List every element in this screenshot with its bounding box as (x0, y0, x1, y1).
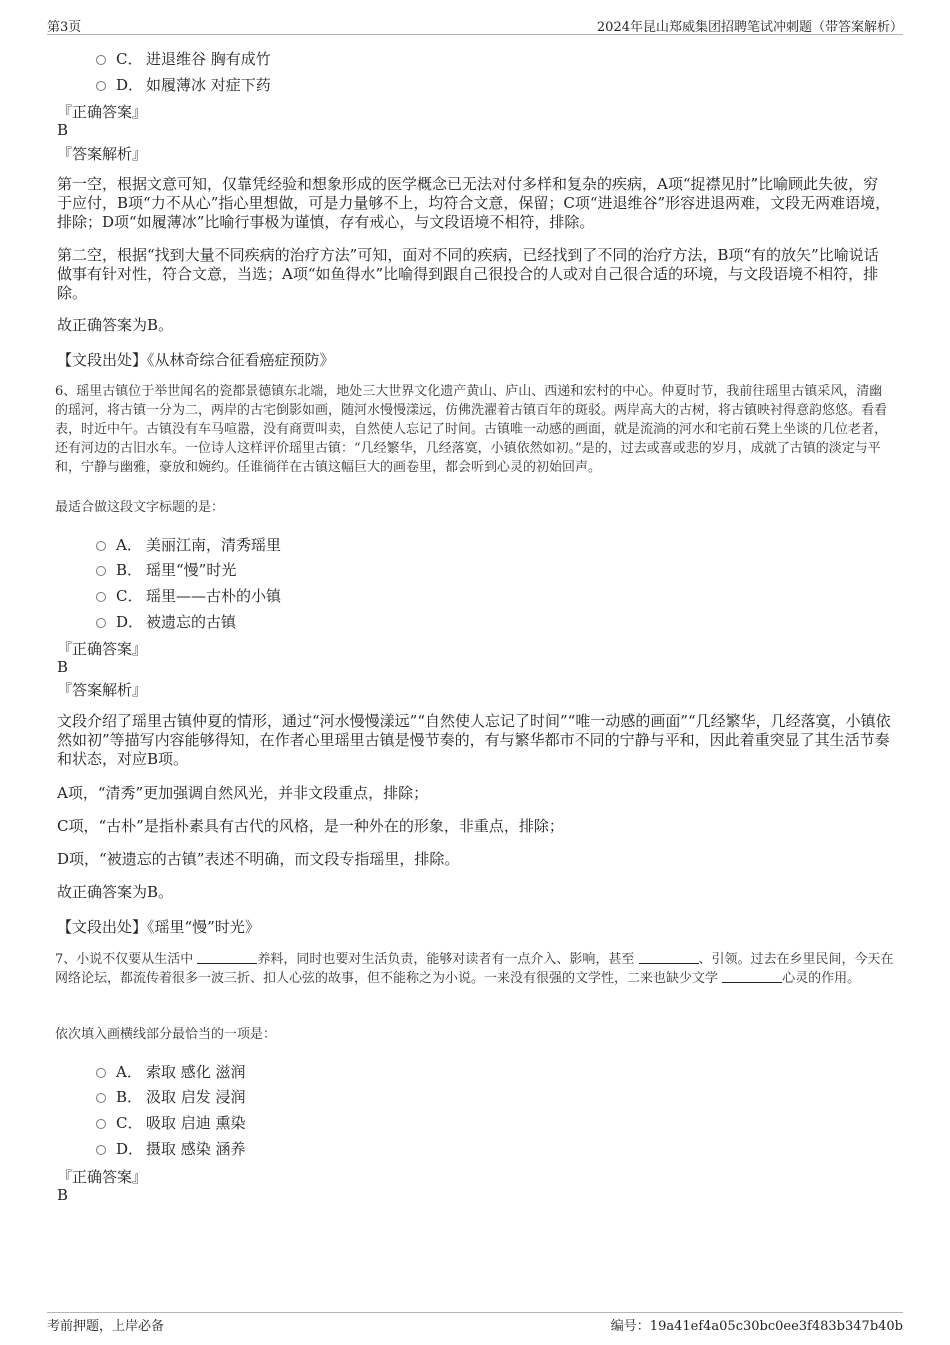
q6-analysis-para-1: 文段介绍了瑶里古镇仲夏的情形，通过“河水慢慢漾远”“自然使人忘记了时间”“唯一动感的画面”“几经繁华，几经落寞，小镇依然如初”等描写内容能够得知，在作者心里瑶里古镇是慢节奏的，有与繁华都市不同的宁静与平和，因此着重突显了其生活节奏和状态，对应B项。 (57, 712, 891, 768)
q7-option-c[interactable]: C． 吸取 启迪 熏染 (96, 1112, 246, 1133)
q6-option-a[interactable]: A． 美丽江南，清秀瑶里 (96, 534, 281, 555)
q6-option-c[interactable]: C． 瑶里——古朴的小镇 (96, 585, 281, 606)
q5-source: 【文段出处】《从林奇综合征看癌症预防》 (57, 351, 335, 369)
q7-passage: 7、小说不仅要从生活中 养料，同时也要对生活负责，能够对读者有一点介入、影响，甚至 、引领。过去在乡里民间，今天在网络论坛，都流传着很多一波三折、扣人心弦的故事，但不能称之为小说。一来没有很强的文学性，二来也缺少文学 心灵的作用。 (55, 952, 894, 986)
fill-blank-3 (722, 970, 782, 983)
radio-icon[interactable] (96, 618, 106, 628)
q5-answer: B (57, 121, 69, 139)
page-number: 第3页 (47, 20, 82, 35)
radio-icon[interactable] (96, 1093, 106, 1103)
q6-analysis-para-2: A项，“清秀”更加强调自然风光，并非文段重点，排除； (57, 784, 429, 802)
q6-option-d[interactable]: D． 被遗忘的古镇 (96, 611, 236, 632)
radio-icon[interactable] (96, 1068, 106, 1078)
q5-conclusion: 故正确答案为B。 (57, 316, 174, 334)
q5-option-c[interactable]: C． 进退维谷 胸有成竹 (96, 48, 271, 69)
q6-passage: 6、瑶里古镇位于举世闻名的瓷都景德镇东北端，地处三大世界文化遗产黄山、庐山、西递和宏村的中心。仲夏时节，我前往瑶里古镇采风，清幽的瑶河，将古镇一分为二，两岸的古宅倒影如画，随河水慢慢漾远，仿佛洗濯着古镇百年的斑驳。两岸高大的古树，将古镇映衬得意韵悠悠。看看表，时近中午。古镇没有车马喧嚣，没有商贾叫卖，自然使人忘记了时间。古镇唯一动感的画面，就是流淌的河水和宅前石凳上坐谈的几位老者，还有河边的古旧水车。一位诗人这样评价瑶里古镇：“几经繁华，几经落寞，小镇依然如初。”是的，过去或喜或悲的岁月，成就了古镇的淡定与平和，宁静与幽雅，豪放和婉约。任谁徜徉在古镇这幅巨大的画卷里，都会听到心灵的初始回声。 (55, 384, 888, 475)
q6-analysis-label: 『答案解析』 (57, 681, 148, 699)
footer-slogan: 考前押题，上岸必备 (47, 1319, 165, 1334)
radio-icon[interactable] (96, 81, 106, 91)
q6-prompt: 最适合做这段文字标题的是： (55, 500, 225, 515)
q6-answer: B (57, 658, 69, 676)
q7-option-b[interactable]: B． 汲取 启发 浸润 (96, 1086, 246, 1107)
document-code: 编号：19a41ef4a05c30bc0ee3f483b347b40b (610, 1319, 903, 1334)
q5-analysis-para-2: 第二空，根据“找到大量不同疾病的治疗方法”可知，面对不同的疾病，已经找到了不同的治疗方法，B项“有的放矢”比喻说话做事有针对性，符合文意，当选；A项“如鱼得水”比喻得到跟自己很投合的人或对自己很合适的环境，与文段语境不相符，排除。 (57, 246, 879, 302)
q7-option-d[interactable]: D． 摄取 感染 涵养 (96, 1138, 246, 1159)
radio-icon[interactable] (96, 592, 106, 602)
radio-icon[interactable] (96, 55, 106, 65)
q6-analysis-para-4: D项，“被遗忘的古镇”表述不明确，而文段专指瑶里，排除。 (57, 850, 460, 868)
radio-icon[interactable] (96, 566, 106, 576)
q7-option-a[interactable]: A． 索取 感化 滋润 (96, 1061, 246, 1082)
q6-analysis-para-3: C项，“古朴”是指朴素具有古代的风格，是一种外在的形象，非重点，排除； (57, 817, 564, 835)
fill-blank-2 (639, 951, 699, 964)
q5-analysis-label: 『答案解析』 (57, 145, 148, 163)
document-title: 2024年昆山郑威集团招聘笔试冲刺题（带答案解析） (596, 20, 903, 35)
page-footer (47, 1312, 903, 1334)
q7-prompt: 依次填入画横线部分最恰当的一项是： (55, 1027, 277, 1042)
q6-option-b[interactable]: B． 瑶里“慢”时光 (96, 559, 236, 580)
fill-blank-1 (197, 951, 257, 964)
q6-source: 【文段出处】《瑶里“慢”时光》 (57, 918, 260, 936)
q6-conclusion: 故正确答案为B。 (57, 883, 174, 901)
q5-answer-label: 『正确答案』 (57, 103, 148, 121)
q6-answer-label: 『正确答案』 (57, 640, 148, 658)
radio-icon[interactable] (96, 1119, 106, 1129)
page-header (47, 14, 903, 35)
q7-answer-label: 『正确答案』 (57, 1168, 148, 1186)
q5-option-d[interactable]: D． 如履薄冰 对症下药 (96, 74, 271, 95)
radio-icon[interactable] (96, 541, 106, 551)
radio-icon[interactable] (96, 1145, 106, 1155)
q7-answer: B (57, 1186, 69, 1204)
q5-analysis-para-1: 第一空，根据文意可知，仅靠凭经验和想象形成的医学概念已无法对付多样和复杂的疾病，A项“捉襟见肘”比喻顾此失彼，穷于应付，B项“力不从心”指心里想做，可是力量够不上，均符合文意，保留；C项“进退维谷”形容进退两难，文段无两难语境，排除；D项“如履薄冰”比喻行事极为谨慎，存有戒心，与文段语境不相符，排除。 (57, 175, 891, 231)
